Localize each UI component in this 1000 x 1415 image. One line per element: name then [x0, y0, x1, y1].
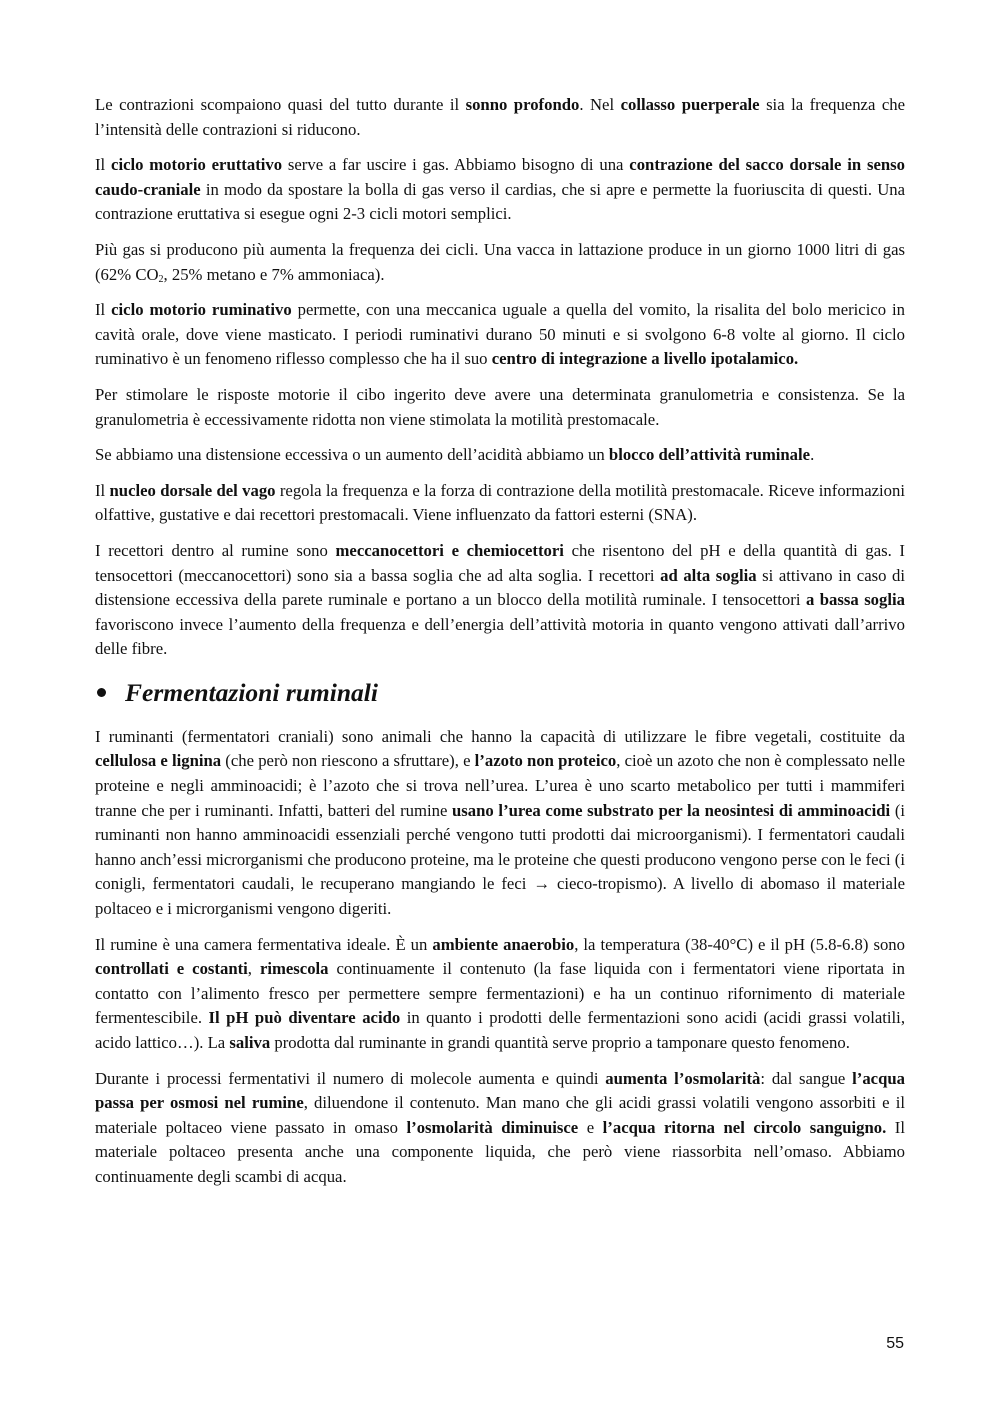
- paragraph: [95, 443, 905, 468]
- text-run: serve a far uscire i gas. Abbiamo bisogno di una: [282, 155, 630, 175]
- text-run: (i ruminanti non hanno amminoacidi essenziali perché vengono tutti prodotti dai microorganismi). I fermentatori caudali hanno anch’essi microrganismi che producono proteine, ma le proteine che questi producono vengono perse con le feci (i conigli, fermentatori caudali, le recuperano mangiando le feci → cieco-tropismo). A livello di abomaso il materiale poltaceo e i microrganismi vengono digeriti.: [95, 800, 906, 919]
- bold-text: collasso puerperale: [620, 95, 760, 114]
- text-run: (che però non riescono a sfruttare), e: [221, 751, 475, 771]
- bold-text: blocco dell’attività ruminale: [608, 445, 811, 465]
- text-run: Se abbiamo una distensione eccessiva o un aumento dell’acidità abbiamo un: [95, 445, 609, 465]
- bold-text: l’acqua ritorna nel circolo sanguigno.: [602, 1117, 887, 1137]
- text-run: Le contrazioni scompaiono quasi del tutto durante il: [95, 95, 466, 114]
- paragraph: [95, 1067, 905, 1190]
- bold-text: l’azoto non proteico: [474, 751, 617, 771]
- text-run: che risentono del pH e della quantità di gas. I tensocettori (meccanocettori) sono sia a bassa soglia che ad alta soglia. I recettori: [95, 540, 905, 585]
- paragraph: [95, 238, 905, 287]
- paragraph: [95, 933, 905, 1056]
- bold-text: l’acqua passa per osmosi nel rumine: [95, 1068, 905, 1113]
- paragraph: [95, 153, 905, 227]
- section-title: Fermentazioni ruminali: [125, 677, 378, 707]
- bold-text: sonno profondo: [465, 95, 580, 114]
- text-run: sia la frequenza che l’intensità delle contrazioni si riducono.: [95, 95, 905, 139]
- paragraph: [95, 725, 905, 922]
- bold-text: nucleo dorsale del vago: [109, 480, 276, 500]
- bold-text: centro di integrazione a livello ipotalamico.: [491, 349, 799, 369]
- text-run: Il: [95, 300, 112, 320]
- text-run: in quanto i prodotti delle fermentazioni sono acidi (acidi grassi volatili, acido lattico…). La: [95, 1008, 905, 1052]
- section-heading: [95, 673, 905, 713]
- subscript-text: 2: [158, 273, 164, 285]
- text-run: favoriscono invece l’aumento della frequenza e dell’energia dell’attività motoria in quanto vengono attivati dall’arrivo delle fibre.: [95, 614, 905, 659]
- page-number: 55: [886, 1335, 904, 1352]
- text-run: : dal sangue: [760, 1068, 853, 1088]
- text-run: ,: [247, 959, 260, 979]
- page-content: [95, 93, 905, 1201]
- bold-text: saliva: [229, 1033, 271, 1052]
- text-run: e: [578, 1117, 603, 1137]
- bold-text: ambiente anaerobio: [432, 934, 575, 954]
- text-run: Per stimolare le risposte motorie il cibo ingerito deve avere una determinata granulometria e consistenza. Se la granulometria è eccessivamente ridotta non viene stimolata la motilità prestomacale.: [95, 384, 905, 429]
- text-run: permette, con una meccanica uguale a quella del vomito, la risalita del bolo mericico in cavità orale, dove viene masticato. I periodi ruminativi durano 50 minuti e si svolgono 6-8 volte al giorno. Il ciclo ruminativo è un fenomeno riflesso complesso che ha il suo: [95, 300, 905, 369]
- bold-text: aumenta l’osmolarità: [605, 1068, 761, 1088]
- text-run: I recettori dentro al rumine sono: [95, 540, 336, 560]
- text-run: I ruminanti (fermentatori craniali) sono animali che hanno la capacità di utilizzare le fibre vegetali, costituite da: [95, 726, 905, 746]
- text-run: , la temperatura (38-40°C) e il pH (5.8-6.8) sono: [574, 934, 905, 954]
- text-run: in modo da spostare la bolla di gas verso il cardias, che si apre e permette la fuoriuscita di questi. Una contrazione eruttativa si esegue ogni 2-3 cicli motori semplici.: [95, 179, 905, 224]
- bold-text: controllati e costanti: [95, 959, 248, 979]
- bold-text: cellulosa e lignina: [95, 751, 222, 771]
- text-run: si attivano in caso di distensione eccessiva della parete ruminale e portano a un blocco della motilità ruminale. I tensocettori: [95, 565, 906, 610]
- bold-text: ciclo motorio eruttativo: [111, 155, 283, 175]
- text-run: prodotta dal ruminante in grandi quantità serve proprio a tamponare questo fenomeno.: [270, 1033, 850, 1052]
- text-run: Il rumine è una camera fermentativa ideale. È un: [95, 934, 433, 954]
- bold-text: contrazione del sacco dorsale in senso caudo-craniale: [95, 155, 905, 199]
- text-block-after: [95, 725, 905, 1190]
- bold-text: ciclo motorio ruminativo: [111, 300, 292, 320]
- text-run: , 25% metano e 7% ammoniaca).: [163, 264, 385, 284]
- text-run: Durante i processi fermentativi il numero di molecole aumenta e quindi: [95, 1068, 606, 1088]
- bold-text: rimescola: [259, 959, 329, 979]
- text-run: .: [810, 445, 815, 465]
- text-run: . Nel: [579, 95, 621, 114]
- paragraph: [95, 539, 905, 662]
- bold-text: l’osmolarità diminuisce: [406, 1117, 579, 1137]
- text-block-before: [95, 93, 905, 662]
- bold-text: usano l’urea come substrato per la neosintesi di amminoacidi: [452, 800, 891, 820]
- text-run: Più gas si producono più aumenta la frequenza dei cicli. Una vacca in lattazione produce in un giorno 1000 litri di gas (62% CO: [95, 239, 905, 284]
- text-run: , diluendone il contenuto. Man mano che gli acidi grassi volatili vengono assorbiti e il materiale poltaceo viene passato in omaso: [95, 1093, 905, 1137]
- text-run: , cioè un azoto che non è complessato nelle proteine e negli amminoacidi; è l’azoto che si trova nell’urea. L’urea è uno scarto metabolico per tutti i mammiferi tranne che per i ruminanti. Infatti, batteri del rumine: [95, 751, 905, 820]
- text-run: continuamente il contenuto (la fase liquida con i fermentatori viene riportata in contatto con l’alimento fresco per permettere sempre fermentazioni) e ha un continuo rifornimento di materiale fermentescibile.: [95, 959, 906, 1028]
- bold-text: Il pH può diventare acido: [208, 1008, 401, 1028]
- bold-text: a bassa soglia: [805, 590, 905, 610]
- text-run: Il: [95, 155, 112, 175]
- bold-text: ad alta soglia: [660, 565, 757, 585]
- paragraph: [95, 93, 905, 142]
- paragraph: [95, 298, 905, 372]
- bold-text: meccanocettori e chemiocettori: [335, 540, 564, 560]
- text-run: Il materiale poltaceo presenta anche una componente liquida, che però viene riassorbita nell’omaso. Abbiamo continuamente degli scambi di acqua.: [95, 1117, 905, 1186]
- paragraph: [95, 479, 905, 528]
- paragraph: [95, 383, 905, 432]
- text-run: Il: [95, 480, 110, 500]
- bullet-icon: [97, 688, 106, 697]
- text-run: regola la frequenza e la forza di contrazione della motilità prestomacale. Riceve informazioni olfattive, gustative e dai recettori prestomacali. Viene influenzato da fattori esterni (SNA).: [95, 480, 905, 525]
